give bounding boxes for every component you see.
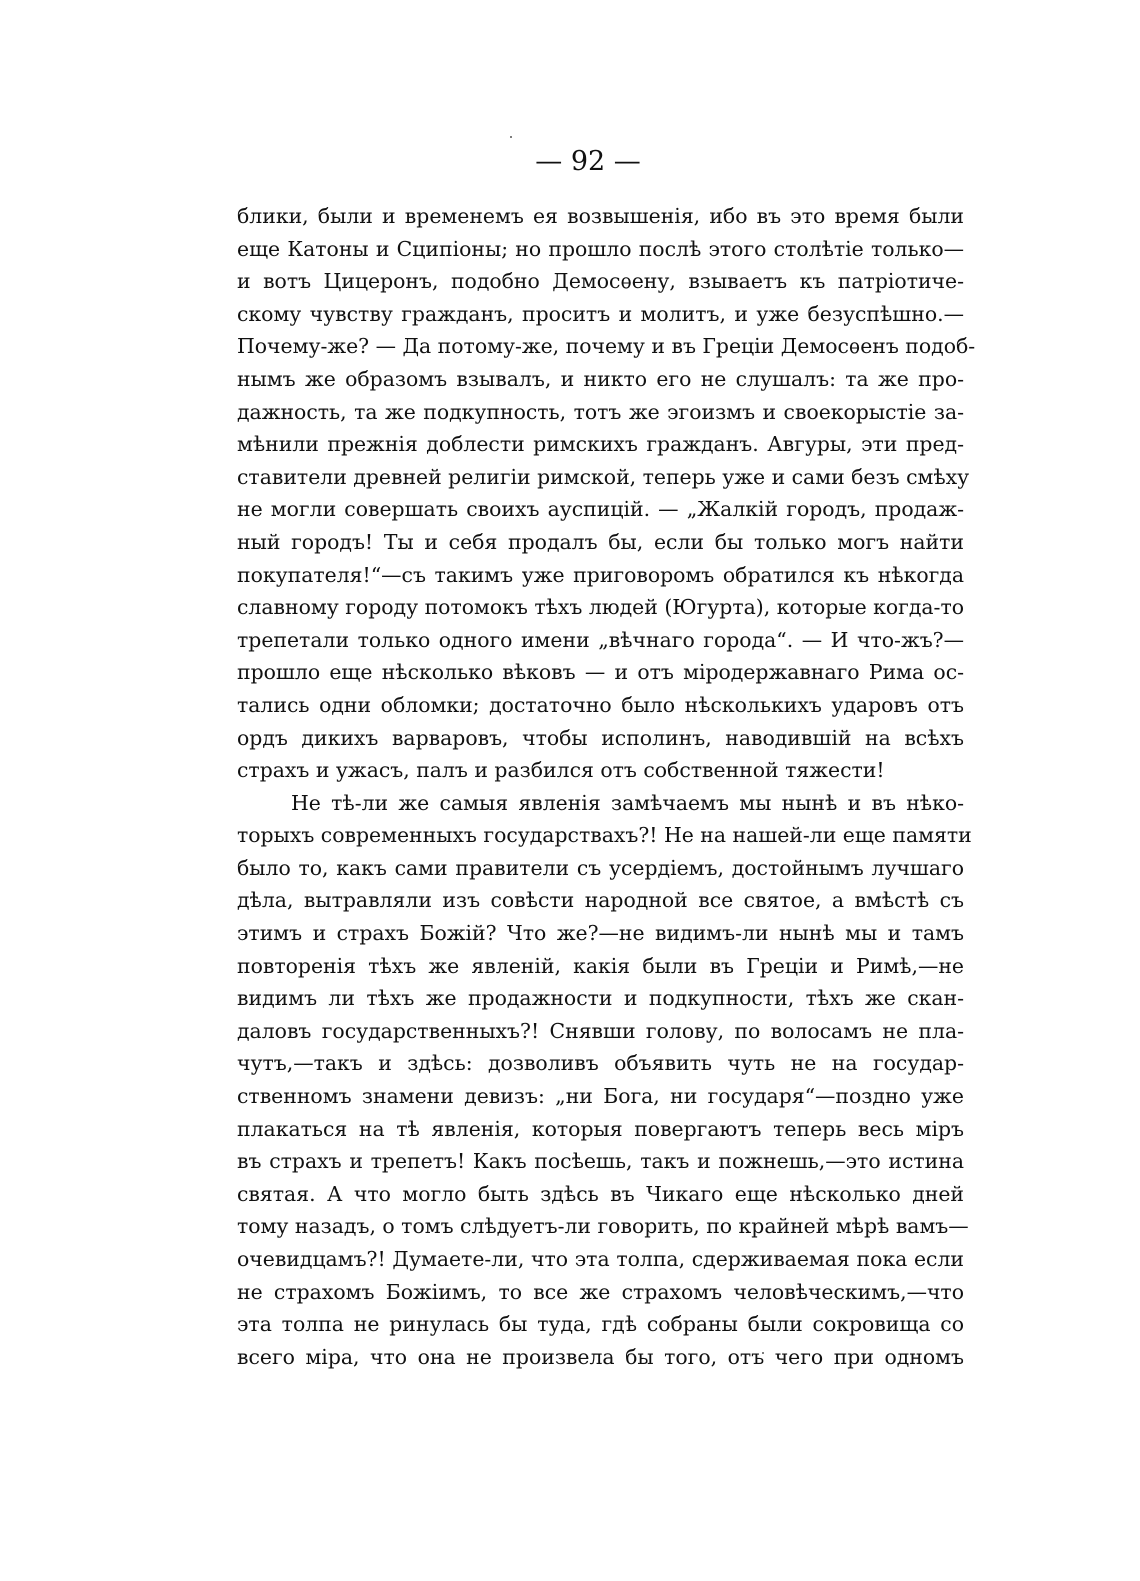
text-line: блики, были и временемъ ея возвышенія, ибо въ это время были <box>237 204 964 228</box>
text-line: нымъ же образомъ взывалъ, и никто его не слушалъ: та же про- <box>237 366 964 391</box>
text-line: Не тѣ-ли же самыя явленія замѣчаемъ мы нынѣ и въ нѣко- <box>291 790 964 815</box>
text-line: чутъ,—такъ и здѣсь: дозволивъ объявить чуть не на государ- <box>237 1051 964 1076</box>
text-line: тому назадъ, о томъ слѣдуетъ-ли говорить, по крайней мѣрѣ вамъ— <box>237 1214 969 1239</box>
text-line: даловъ государственныхъ?! Снявши голову, по волосамъ не пла- <box>237 1018 964 1043</box>
text-line: видимъ ли тѣхъ же продажности и подкупности, тѣхъ же скан- <box>237 986 964 1011</box>
text-line: Почему-же? — Да потому-же, почему и въ Греціи Демосѳенъ подоб- <box>237 334 976 359</box>
paragraph <box>237 787 972 1374</box>
text-line: дажность, та же подкупность, тотъ же эгоизмъ и своекорыстіе за- <box>237 399 964 424</box>
text-line: ственномъ знамени девизъ: „ни Бога, ни государя“—поздно уже <box>237 1084 964 1109</box>
text-line: покупателя!“—съ такимъ уже приговоромъ обратился къ нѣкогда <box>237 562 964 587</box>
text-line: эта толпа не ринулась бы туда, гдѣ собраны были сокровища со <box>237 1312 964 1337</box>
text-line: не могли совершать своихъ ауспицій. — „Жалкій городъ, продаж- <box>237 497 964 522</box>
text-line: повторенія тѣхъ же явленій, какія были въ Греціи и Римѣ,—не <box>237 953 964 978</box>
text-line: скому чувству гражданъ, проситъ и молитъ, и уже безуспѣшно.— <box>237 301 964 326</box>
text-line: прошло еще нѣсколько вѣковъ — и отъ міродержавнаго Рима ос- <box>237 660 964 685</box>
text-line: въ страхъ и трепетъ! Какъ посѣешь, такъ и пожнешь,—это истина <box>237 1149 964 1174</box>
text-line: святая. А что могло быть здѣсь въ Чикаго еще нѣсколько дней <box>237 1181 964 1206</box>
text-line: было то, какъ сами правители съ усердіемъ, достойнымъ лучшаго <box>237 855 964 880</box>
paragraph <box>237 200 976 787</box>
text-line: страхъ и ужасъ, палъ и разбился отъ собственной тяжести! <box>237 758 885 783</box>
text-line: славному городу потомокъ тѣхъ людей (Югурта), которые когда-то <box>237 595 964 620</box>
text-line: ный городъ! Ты и себя продалъ бы, если бы только могъ найти <box>237 529 964 554</box>
text-line: ордъ дикихъ варваровъ, чтобы исполинъ, наводившій на всѣхъ <box>237 725 964 750</box>
text-line: очевидцамъ?! Думаете-ли, что эта толпа, сдерживаемая пока если <box>237 1247 964 1271</box>
body-text <box>237 200 976 1373</box>
text-line: ставители древней религіи римской, теперь уже и сами безъ смѣху <box>237 464 970 489</box>
print-speck <box>510 136 512 138</box>
text-line: этимъ и страхъ Божій? Что же?—не видимъ-ли нынѣ мы и тамъ <box>237 921 964 946</box>
text-line: плакаться на тѣ явленія, которыя повергаютъ теперь весь міръ <box>237 1116 964 1141</box>
text-line: еще Катоны и Сципіоны; но прошло послѣ этого столѣтіе только— <box>237 236 964 261</box>
text-line: не страхомъ Божіимъ, то все же страхомъ человѣческимъ,—что <box>237 1279 964 1304</box>
text-line: и вотъ Цицеронъ, подобно Демосѳену, взываетъ къ патріотиче- <box>237 269 964 294</box>
text-line: дѣла, вытравляли изъ совѣсти народной все святое, а вмѣстѣ съ <box>237 888 964 913</box>
text-line: всего міра, что она не произвела бы того, отъ чего при одномъ <box>237 1344 964 1369</box>
page-number: — 92 — <box>535 146 641 177</box>
text-line: торыхъ современныхъ государствахъ?! Не на нашей-ли еще памяти <box>237 823 972 848</box>
text-line: мѣнили прежнія доблести римскихъ гражданъ. Авгуры, эти пред- <box>237 432 964 457</box>
text-line: тались одни обломки; достаточно было нѣсколькихъ ударовъ отъ <box>237 692 964 717</box>
text-line: трепетали только одного имени „вѣчнаго города“. — И что-жъ?— <box>237 627 964 652</box>
